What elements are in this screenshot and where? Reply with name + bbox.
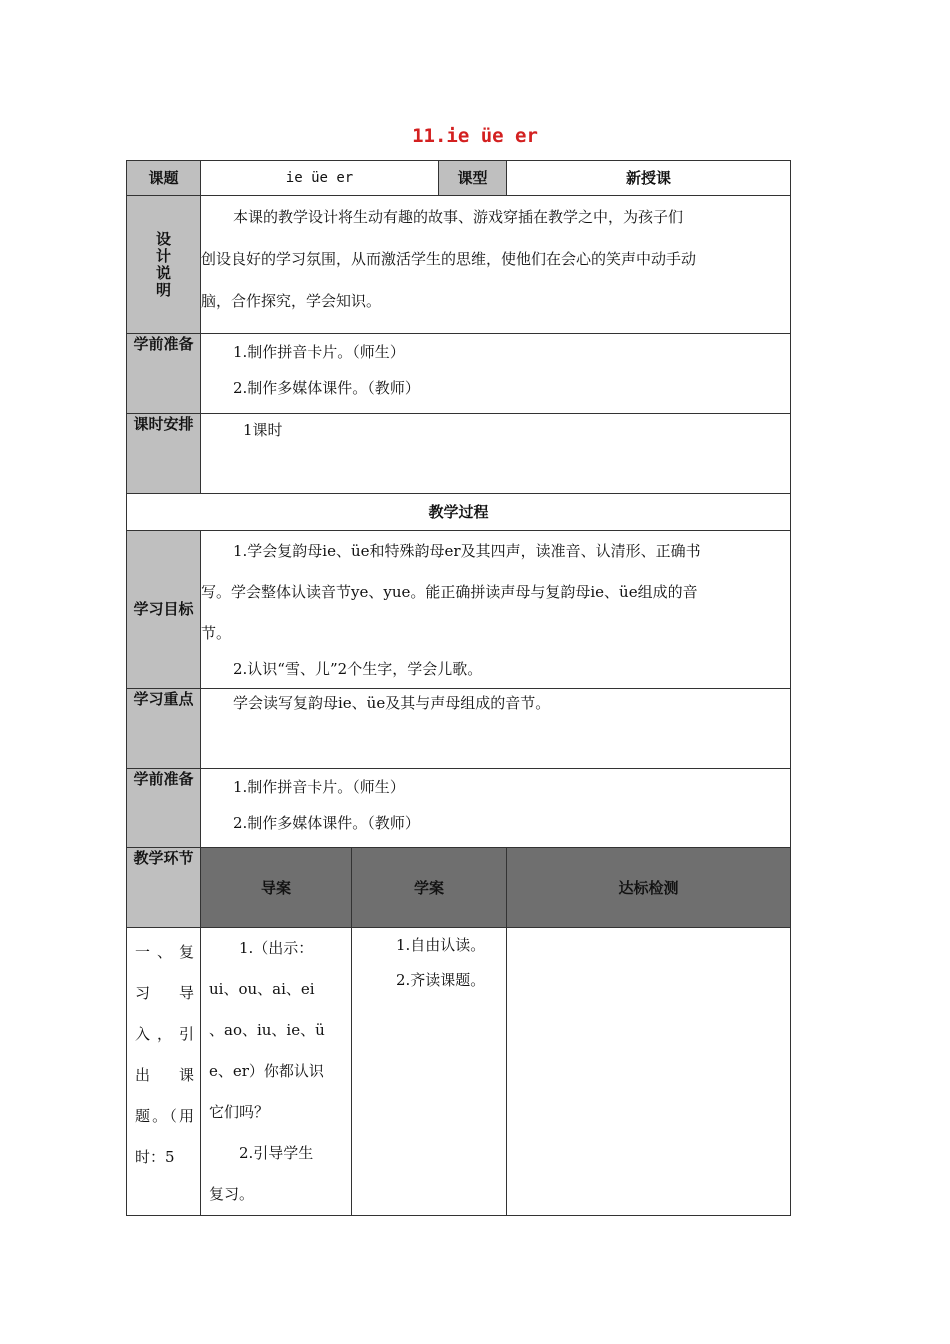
prep2-label: 学前准备 (127, 769, 201, 848)
guide-line: 它们吗？ (209, 1103, 270, 1121)
schedule-label: 课时安排 (127, 414, 201, 494)
learn-line: 1.自由认读。 (396, 936, 486, 954)
design-line: 本课的教学设计将生动有趣的故事、游戏穿插在教学之中，为孩子们 (233, 208, 684, 226)
design-line: 创设良好的学习氛围，从而激活学生的思维，使他们在会心的笑声中动手动 (201, 250, 697, 268)
check-cell (507, 928, 791, 1216)
guide-column-header: 导案 (201, 848, 352, 928)
guide-line: e、er）你都认识 (209, 1062, 324, 1080)
learn-line: 2.齐读课题。 (396, 971, 486, 989)
process-heading-row (127, 494, 791, 531)
header-row (127, 161, 791, 196)
key-points-value: 学会读写复韵母ie、üe及其与声母组成的音节。 (201, 689, 791, 769)
step-column-header: 教学环节 (127, 848, 201, 928)
design-label: 设计说明 (155, 229, 171, 299)
type-value: 新授课 (507, 161, 791, 196)
learn-column-header: 学案 (352, 848, 507, 928)
guide-line: 、ao、iu、ie、ü (209, 1021, 325, 1039)
objective-line: 1.学会复韵母ie、üe和特殊韵母er及其四声，读准音、认清形、正确书 (233, 542, 701, 560)
column-header-row (127, 848, 791, 928)
objective-line: 节。 (201, 624, 232, 642)
step-cell: 一、复习导入，引出课题。（用时：5 (127, 928, 201, 1216)
guide-cell (201, 928, 352, 1216)
type-label: 课型 (439, 161, 507, 196)
prep2-row (127, 769, 791, 848)
design-text (201, 196, 791, 334)
key-points-label: 学习重点 (127, 689, 201, 769)
design-line: 脑，合作探究，学会知识。 (201, 292, 382, 310)
topic-value: ie üe er (201, 161, 439, 196)
guide-line: 1.（出示： (239, 939, 314, 957)
guide-line: 复习。 (209, 1185, 255, 1203)
objectives-label: 学习目标 (133, 600, 194, 618)
design-row (127, 196, 791, 334)
step-row (127, 928, 791, 1216)
schedule-value: 1课时 (201, 414, 791, 494)
lesson-plan-table (126, 160, 791, 1216)
learn-cell (352, 928, 507, 1216)
prep1-item: 2.制作多媒体课件。（教师） (233, 379, 420, 397)
objective-line: 写。学会整体认读音节ye、yue。能正确拼读声母与复韵母ie、üe组成的音 (201, 583, 698, 601)
prep2-item: 2.制作多媒体课件。（教师） (233, 814, 420, 832)
objective-line: 2.认识“雪、儿”2个生字，学会儿歌。 (233, 660, 483, 678)
document-title: 11.ie üe er (412, 125, 538, 147)
key-points-row (127, 689, 791, 769)
guide-line: ui、ou、ai、ei (209, 980, 315, 998)
prep1-row (127, 334, 791, 414)
prep1-item: 1.制作拼音卡片。（师生） (233, 343, 405, 361)
prep1-label: 学前准备 (127, 334, 201, 414)
objectives-row (127, 531, 791, 689)
prep2-item: 1.制作拼音卡片。（师生） (233, 778, 405, 796)
guide-line: 2.引导学生 (239, 1144, 314, 1162)
check-column-header: 达标检测 (507, 848, 791, 928)
process-heading: 教学过程 (127, 494, 791, 531)
schedule-row (127, 414, 791, 494)
topic-label: 课题 (127, 161, 201, 196)
